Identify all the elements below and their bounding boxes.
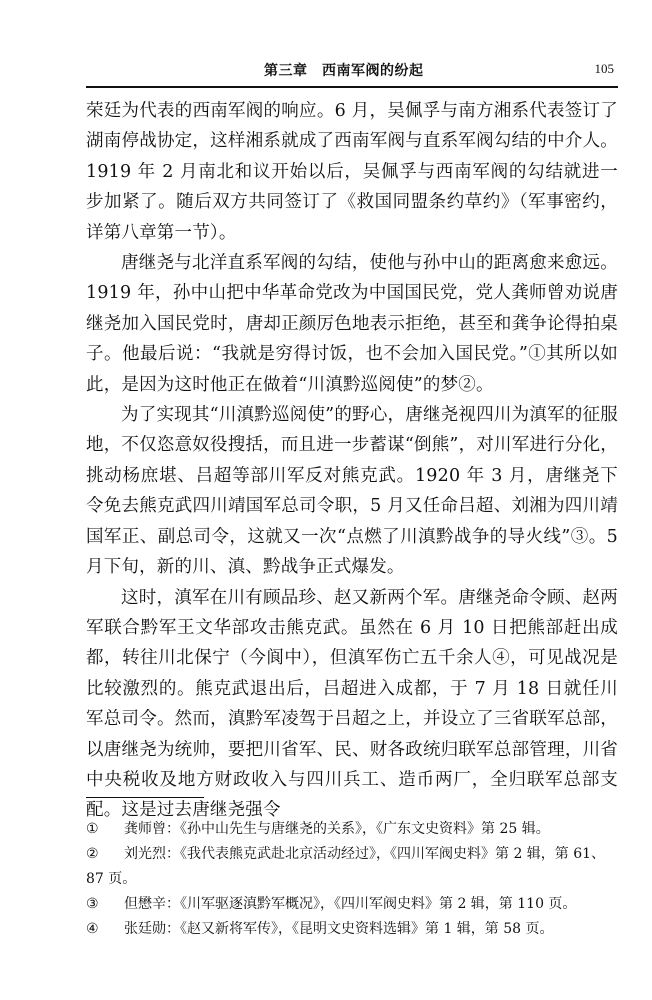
header-rule — [86, 86, 618, 88]
footnote-rule — [86, 797, 204, 798]
paragraph: 为了实现其“川滇黔巡阅使”的野心，唐继尧视四川为滇军的征服地，不仅恣意奴役搜括，而且进一步蓄谋“倒熊”，对川军进行分化，挑动杨庶堪、吕超等部川军反对熊克武。1920 年 3 月，唐继尧下令免去熊克武四川靖国军总司令职，5 月又任命吕超、刘湘为四川靖国军正、副总司令，这就又一次“点燃了川滇黔战争的导火线”③。5 月下旬，新的川、滇、黔战争正式爆发。 — [86, 405, 618, 578]
footnote-marker: ③ — [86, 896, 99, 912]
footnote-item — [86, 842, 618, 867]
footnote-item — [86, 892, 618, 917]
running-head — [86, 58, 620, 82]
footnote-continuation: 87 页。 — [86, 871, 137, 887]
body-text — [86, 96, 618, 826]
footnote-text: 刘光烈：《我代表熊克武赴北京活动经过》，《四川军阀史料》第 2 辑，第 61、 — [124, 846, 606, 862]
footnote-item — [86, 817, 618, 842]
paragraph: 唐继尧与北洋直系军阀的勾结，使他与孙中山的距离愈来愈远。1919 年，孙中山把中华革命党改为中国国民党，党人龚师曾劝说唐继尧加入国民党时，唐却正颜厉色地表示拒绝，甚至和龚争论得拍桌子。他最后说：“我就是穷得讨饭，也不会加入国民党。”①其所以如此，是因为这时他正在做着“川滇黔巡阅使”的梦②。 — [86, 253, 618, 395]
footnote-item — [86, 917, 618, 942]
footnote-marker: ② — [86, 846, 99, 862]
footnote-marker: ① — [86, 821, 99, 837]
footnote-text: 龚师曾：《孙中山先生与唐继尧的关系》，《广东文史资料》第 25 辑。 — [124, 821, 550, 837]
paragraph: 这时，滇军在川有顾品珍、赵又新两个军。唐继尧命令顾、赵两军联合黔军王文华部攻击熊克武。虽然在 6 月 10 日把熊部赶出成都，转往川北保宁（今阆中），但滇军伤亡五千余人④，可见战况是比较激烈的。熊克武退出后，吕超进入成都，于 7 月 18 日就任川军总司令。然而，滇黔军凌驾于吕超之上，并设立了三省联军总部，以唐继尧为统帅，要把川省军、民、财各政统归联军总部管理，川省中央税收及地方财政收入与四川兵工、造币两厂，全归联军总部支配。这是过去唐继尧强令 — [86, 587, 618, 821]
paragraph-continued: 荣廷为代表的西南军阀的响应。6 月，吴佩孚与南方湘系代表签订了湖南停战协定，这样湘系就成了西南军阀与直系军阀勾结的中介人。1919 年 2 月南北和议开始以后，吴佩孚与西南军阀的勾结就进一步加紧了。随后双方共同签订了《救国同盟条约草约》（军事密约，详第八章第一节）。 — [86, 101, 618, 243]
footnote-text: 张廷勋：《赵又新将军传》，《昆明文史资料选辑》第 1 辑，第 58 页。 — [124, 921, 554, 937]
chapter-title: 第三章 西南军阀的纷起 — [264, 63, 424, 79]
footnote-marker: ④ — [86, 921, 99, 937]
footnotes — [86, 817, 618, 942]
footnote-text: 但懋辛：《川军驱逐滇黔军概况》，《四川军阀史料》第 2 辑，第 110 页。 — [124, 896, 577, 912]
page-number: 105 — [594, 61, 614, 76]
